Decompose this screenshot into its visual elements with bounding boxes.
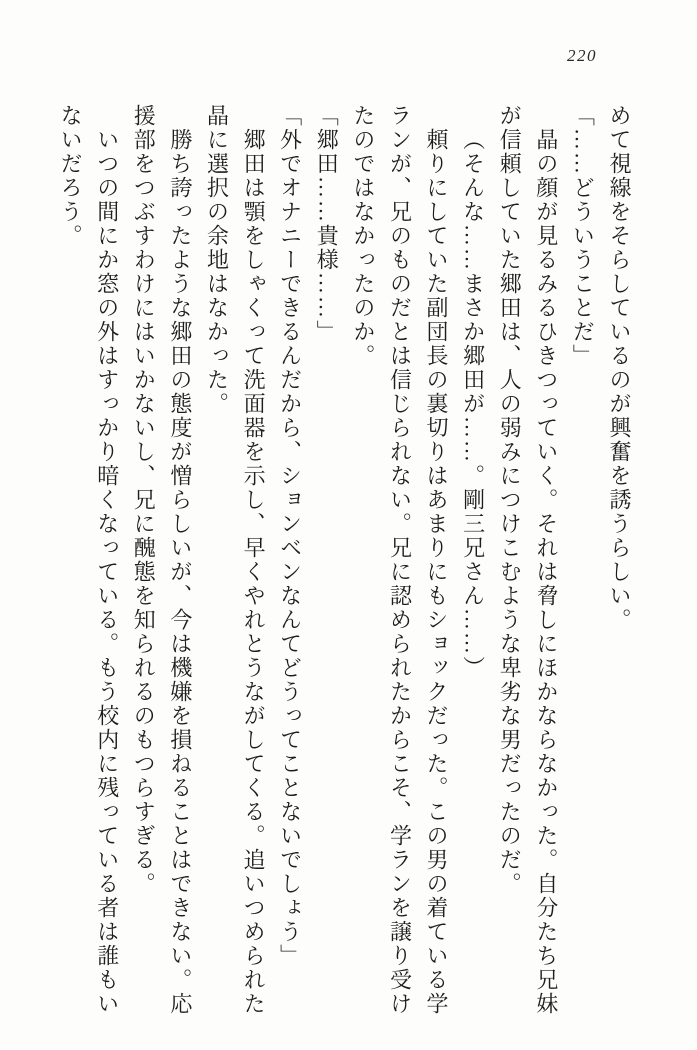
paragraph: めて視線をそらしているのが興奮を誘うらしい。 — [607, 104, 632, 632]
paragraph-thought: （そんな……まさか郷田が……。剛三兄さん……） — [460, 128, 486, 680]
paragraph: いつの間にか窓の外はすっかり暗くなっている。もう校内に残っている者は誰もいないだろう。 — [58, 104, 120, 1016]
page-text — [49, 104, 637, 1016]
paragraph: 晶の顔が見るみるひきつっていく。それは脅しにほかならなかった。自分たち兄妹が信頼していた郷田は、人の弱みにつけこむような卑劣な男だったのだ。 — [497, 104, 559, 1016]
paragraph: 郷田は顎をしゃくって洗面器を示し、早くやれとうながしてくる。追いつめられた晶に選択の余地はなかった。 — [204, 104, 267, 1016]
page-number: 220 — [567, 46, 597, 65]
paragraph-dialogue: 「……どういうことだ」 — [570, 104, 596, 368]
paragraph-dialogue: 「郷田……貴様……」 — [314, 104, 340, 344]
paragraph-dialogue: 「外でオナニーできるんだから、ションベンなんてどうってことないでしょう」 — [277, 104, 303, 968]
paragraph: 頼りにしていた副団長の裏切りはあまりにもショックだった。この男の着ている学ランが、兄のものだとは信じられない。兄に認められたからこそ、学ランを譲り受けたのではなかったのか。 — [350, 104, 450, 1016]
paragraph: 勝ち誇ったような郷田の態度が憎らしいが、今は機嫌を損ねることはできない。応援部をつぶすわけにはいかないし、兄に醜態を知られるのもつらすぎる。 — [131, 104, 193, 1016]
